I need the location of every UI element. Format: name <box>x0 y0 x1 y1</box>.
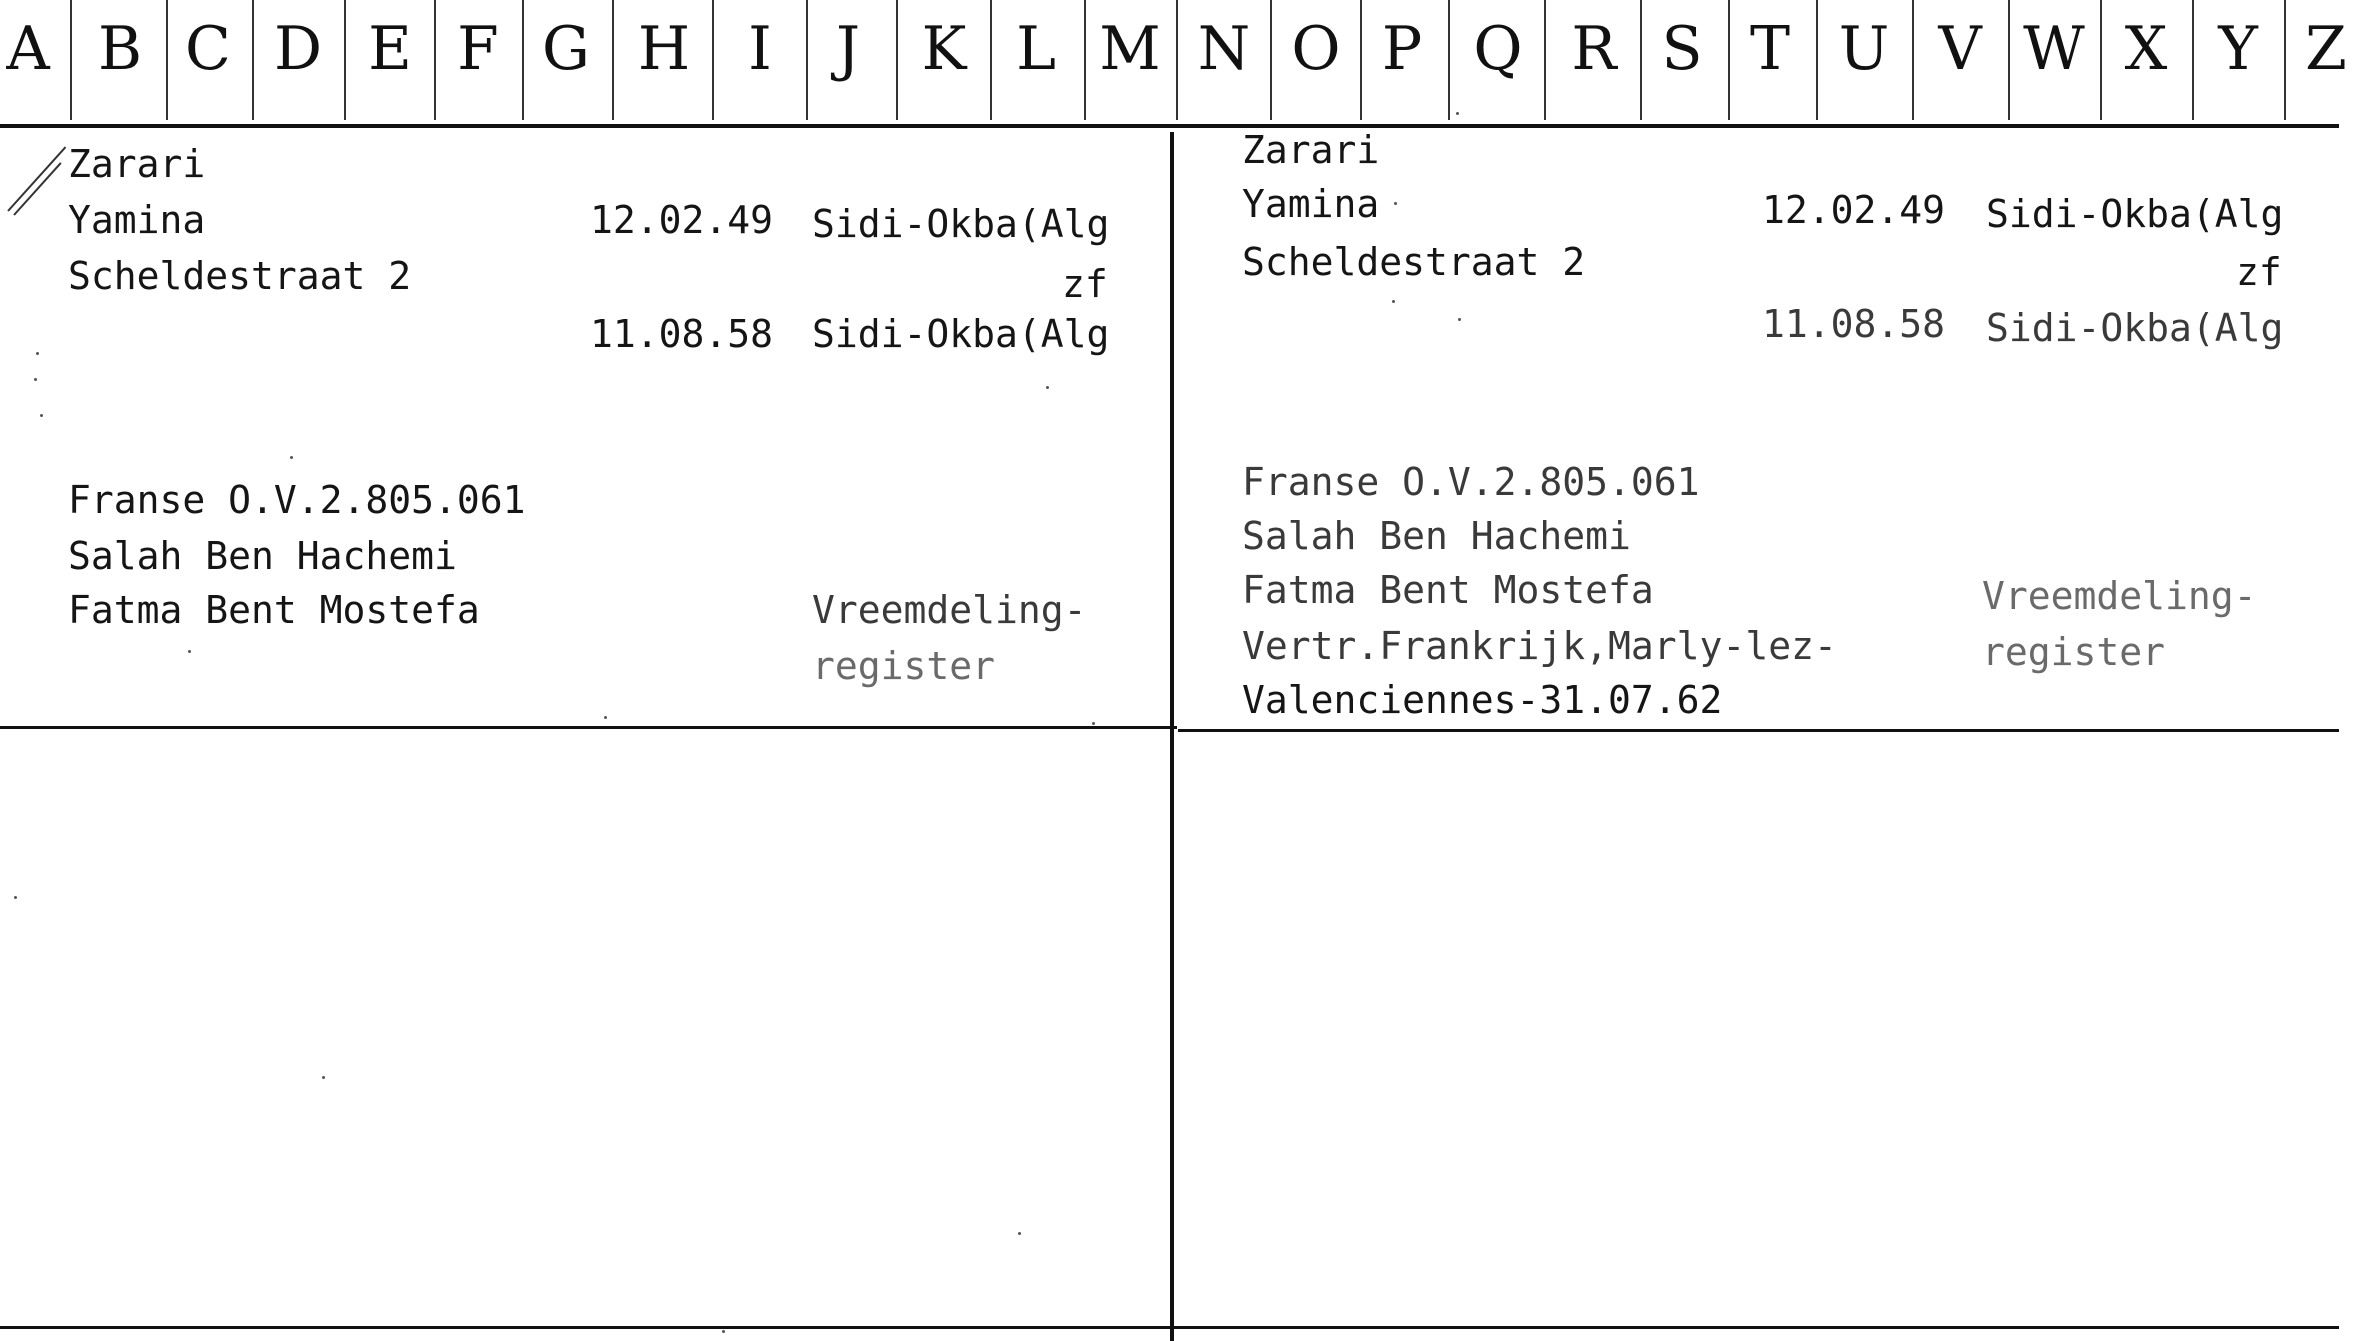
card-surname: Zarari <box>68 142 206 186</box>
card-mother: Fatma Bent Mostefa <box>68 588 480 632</box>
index-divider <box>1816 0 1818 120</box>
card-second-date: 11.08.58 <box>1762 302 1946 346</box>
card-register-label: Vreemdeling- <box>1982 574 2257 618</box>
index-divider <box>1640 0 1642 120</box>
index-letter-u: U <box>1838 14 1890 84</box>
index-letter-a: A <box>6 14 50 84</box>
index-divider <box>806 0 808 120</box>
index-divider <box>896 0 898 120</box>
column-divider <box>1170 132 1174 1341</box>
card-birth-place: Sidi-Okba(Alg <box>1986 192 2284 236</box>
index-letter-x: X <box>2124 14 2168 84</box>
card-birth-place: Sidi-Okba(Alg <box>812 202 1110 246</box>
index-letter-m: M <box>1099 14 1161 84</box>
index-letter-c: C <box>185 14 231 84</box>
index-divider <box>522 0 524 120</box>
scan-speck <box>36 352 39 355</box>
pencil-mark <box>13 162 61 215</box>
index-letter-l: L <box>1016 14 1056 84</box>
index-divider <box>70 0 72 120</box>
index-letter-f: F <box>457 14 499 84</box>
index-divider <box>1912 0 1914 120</box>
index-divider <box>1360 0 1362 120</box>
index-letter-v: V <box>1938 14 1982 84</box>
index-divider <box>344 0 346 120</box>
index-letter-b: B <box>97 14 143 84</box>
card-first-name: Yamina <box>68 198 206 242</box>
card-address: Scheldestraat 2 <box>1242 240 1586 284</box>
index-divider <box>712 0 714 120</box>
scan-speck <box>34 378 37 381</box>
index-divider <box>1544 0 1546 120</box>
index-letter-h: H <box>637 14 691 84</box>
card-surname: Zarari <box>1242 128 1380 172</box>
card-mother: Fatma Bent Mostefa <box>1242 568 1654 612</box>
header-rule <box>0 124 2339 128</box>
scan-speck <box>1458 318 1461 321</box>
index-divider <box>166 0 168 120</box>
card-divider-left <box>0 726 1177 729</box>
index-divider <box>1448 0 1450 120</box>
card-nationality: Franse O.V.2.805.061 <box>1242 460 1700 504</box>
index-divider <box>434 0 436 120</box>
index-letter-w: W <box>2023 14 2085 84</box>
index-letter-j: J <box>835 14 861 84</box>
scan-speck <box>722 1330 725 1333</box>
index-letter-s: S <box>1661 14 1703 84</box>
card-second-place: Sidi-Okba(Alg <box>1986 306 2284 350</box>
card-nationality: Franse O.V.2.805.061 <box>68 478 526 522</box>
card-birth-date: 12.02.49 <box>590 198 774 242</box>
card-father: Salah Ben Hachemi <box>68 534 457 578</box>
index-letter-q: Q <box>1473 14 1523 84</box>
index-divider <box>2100 0 2102 120</box>
index-letter-r: R <box>1571 14 1617 84</box>
index-divider <box>1084 0 1086 120</box>
index-letter-i: I <box>748 14 772 84</box>
card-departure-note-cont: Valenciennes-31.07.62 <box>1242 678 1723 722</box>
index-divider <box>990 0 992 120</box>
index-divider <box>1728 0 1730 120</box>
scan-speck <box>1046 386 1049 389</box>
index-letter-o: O <box>1291 14 1341 84</box>
scan-speck <box>1092 722 1095 725</box>
index-letter-g: G <box>542 14 590 84</box>
scan-speck <box>1392 300 1395 303</box>
index-letter-y: Y <box>2218 14 2258 84</box>
card-birth-date: 12.02.49 <box>1762 188 1946 232</box>
scan-speck <box>290 456 293 459</box>
index-divider <box>2008 0 2010 120</box>
scan-speck <box>188 650 191 653</box>
index-divider <box>2284 0 2286 120</box>
pencil-mark <box>7 146 66 211</box>
index-letter-d: D <box>273 14 323 84</box>
index-divider <box>1176 0 1178 120</box>
scan-speck <box>40 414 43 417</box>
index-letter-t: T <box>1749 14 1791 84</box>
card-register-label-cont: register <box>812 644 996 688</box>
card-second-date: 11.08.58 <box>590 312 774 356</box>
card-relation: zf <box>1062 262 1108 306</box>
scan-speck <box>1018 1232 1021 1235</box>
card-address: Scheldestraat 2 <box>68 254 412 298</box>
index-divider <box>2192 0 2194 120</box>
index-divider <box>1270 0 1272 120</box>
index-letter-z: Z <box>2305 14 2347 84</box>
index-letter-n: N <box>1197 14 1251 84</box>
index-letter-e: E <box>368 14 412 84</box>
alphabet-index-strip <box>0 0 2347 125</box>
card-departure-note: Vertr.Frankrijk,Marly-lez- <box>1242 624 1837 668</box>
card-second-place: Sidi-Okba(Alg <box>812 312 1110 356</box>
card-father: Salah Ben Hachemi <box>1242 514 1631 558</box>
card-relation: zf <box>2236 250 2282 294</box>
scan-speck <box>604 716 607 719</box>
card-divider-right <box>1178 729 2339 732</box>
index-divider <box>612 0 614 120</box>
card-register-label-cont: register <box>1982 630 2166 674</box>
scan-speck <box>1394 202 1397 205</box>
index-letter-p: P <box>1381 14 1423 84</box>
scan-speck <box>322 1076 325 1079</box>
card-first-name: Yamina <box>1242 182 1380 226</box>
card-register-label: Vreemdeling- <box>812 588 1087 632</box>
scan-speck <box>14 896 17 899</box>
index-divider <box>252 0 254 120</box>
scan-speck <box>1456 112 1459 115</box>
index-letter-k: K <box>921 14 967 84</box>
